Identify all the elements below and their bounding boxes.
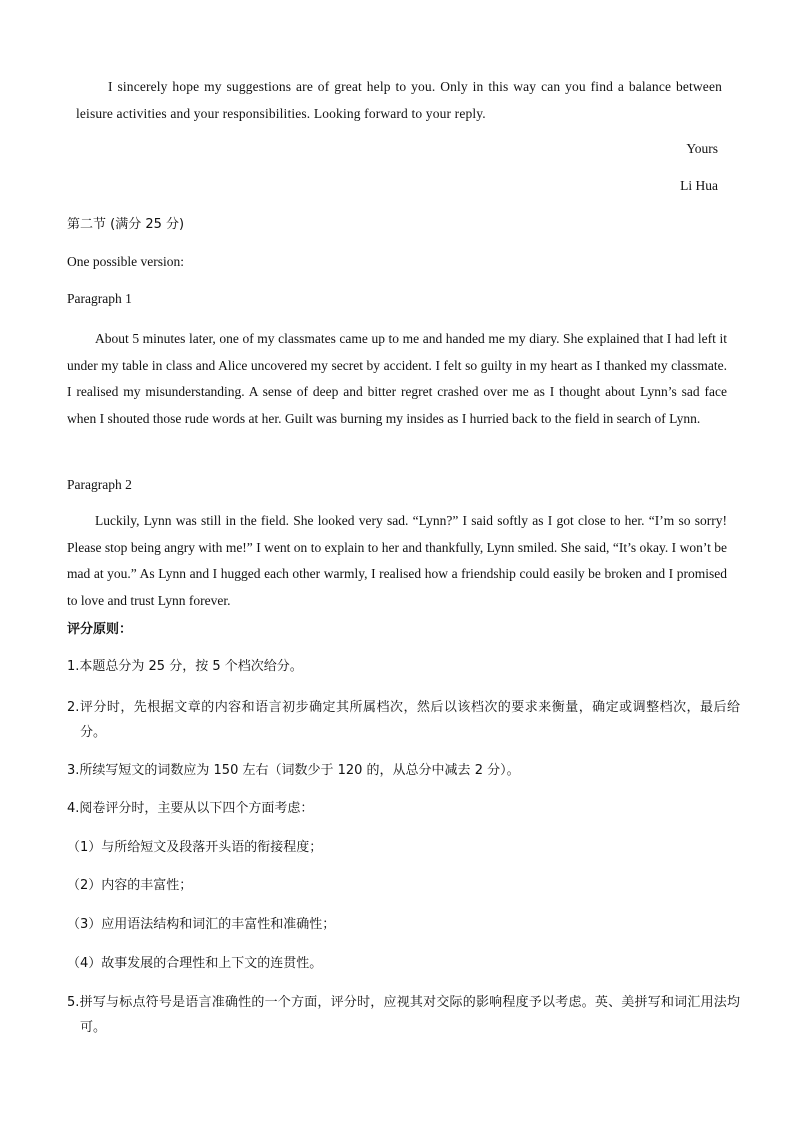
- grading-criterion-3: （3）应用语法结构和词汇的丰富性和准确性；: [67, 917, 336, 932]
- grading-criterion-4: （4）故事发展的合理性和上下文的连贯性。: [67, 956, 323, 971]
- grading-criterion-2: （2）内容的丰富性；: [67, 878, 193, 893]
- paragraph1-label: Paragraph 1: [67, 291, 132, 306]
- letter-signature: Li Hua: [680, 178, 718, 193]
- grading-rule-3: 3.所续写短文的词数应为 150 左右（词数少于 120 的，从总分中减去 2 分）。: [67, 763, 520, 778]
- letter-sign-off: Yours: [686, 141, 718, 156]
- grading-criterion-1: （1）与所给短文及段落开头语的衔接程度；: [67, 840, 323, 855]
- letter-closing-paragraph: I sincerely hope my suggestions are of great help to you. Only in this way can you find a balance between leisure activities and your responsibilities. Looking forward to your reply.: [76, 79, 722, 121]
- grading-heading: 评分原则：: [67, 622, 133, 637]
- paragraph2-text: Luckily, Lynn was still in the field. She looked very sad. “Lynn?” I said softly as I got close to her. “I’m so sorry! Please stop being angry with me!” I went on to explain to her and thankfully, Lynn smiled. She said, “It’s okay. I won’t be mad at you.” As Lynn and I hugged each other warmly, I realised how a friendship could easily be broken and I promised to love and trust Lynn forever.: [67, 513, 727, 608]
- grading-rule-2: 2.评分时，先根据文章的内容和语言初步确定其所属档次，然后以该档次的要求来衡量，确定或调整档次，最后给分。: [67, 700, 740, 740]
- paragraph2-label: Paragraph 2: [67, 477, 132, 492]
- grading-rule-1: 1.本题总分为 25 分，按 5 个档次给分。: [67, 659, 303, 674]
- version-intro: One possible version:: [67, 254, 184, 269]
- paragraph1-text: About 5 minutes later, one of my classmates came up to me and handed me my diary. She explained that I had left it under my table in class and Alice uncovered my secret by accident. I felt so guilty in my heart as I thanked my classmate. I realised my misunderstanding. A sense of deep and bitter regret crashed over me as I thought about Lynn’s sad face when I shouted those rude words at her. Guilt was burning my insides as I hurried back to the field in search of Lynn.: [67, 331, 727, 426]
- section-heading: 第二节 (满分 25 分): [67, 217, 185, 232]
- grading-rule-4: 4.阅卷评分时，主要从以下四个方面考虑：: [67, 801, 314, 816]
- grading-rule-5: 5.拼写与标点符号是语言准确性的一个方面，评分时，应视其对交际的影响程度予以考虑。英、美拼写和词汇用法均可。: [67, 995, 740, 1035]
